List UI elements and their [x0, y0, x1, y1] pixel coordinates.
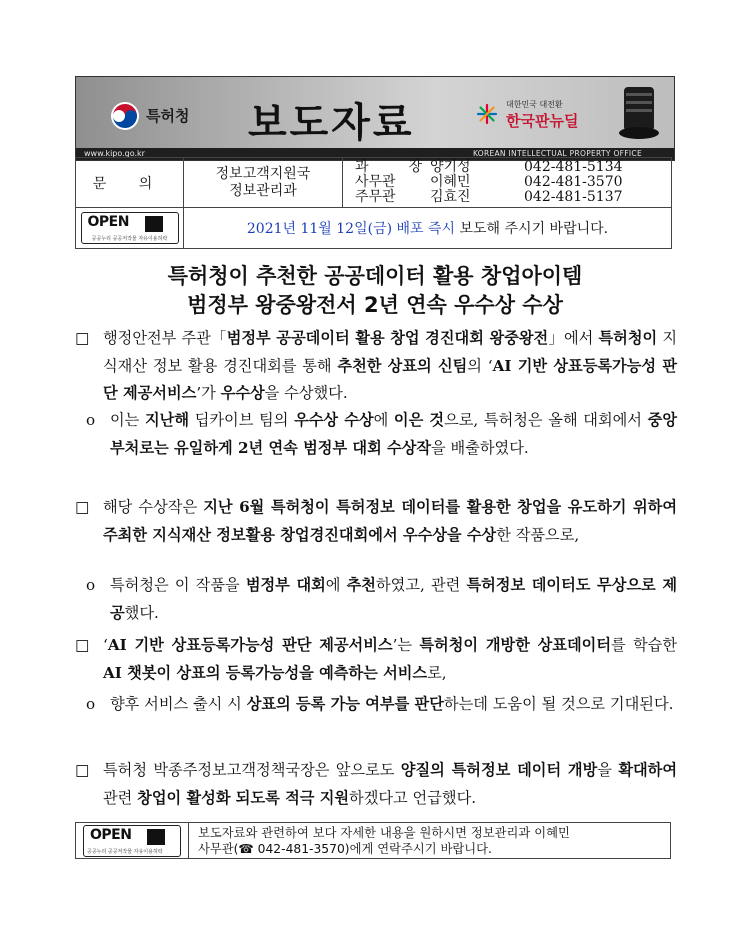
text-run: ’가 [196, 384, 221, 402]
text-run: 한 작품으로, [496, 525, 580, 544]
contact-person [343, 190, 671, 205]
open-attribution-icon [147, 829, 165, 845]
inquiry-footer [75, 822, 671, 859]
headline-line-2: 범정부 왕중왕전서 2년 연속 우수상 수상 [187, 293, 563, 317]
release-note: 보도해 주시기 바랍니다. [455, 221, 609, 237]
text-run: 에 [373, 411, 394, 429]
text-run: 우수상 수상 [294, 411, 374, 429]
square-bullet: □ [75, 498, 90, 516]
circle-bullet: ο [86, 411, 96, 429]
person-name: 김효진 [430, 189, 471, 205]
paragraph-5 [75, 632, 677, 687]
text-run: 하는데 도움이 될 것으로 기대된다. [443, 695, 674, 713]
text-run: 지식재산 정보 활용 경진대회를 통해 [103, 329, 677, 375]
text-run: AI 기반 상표등록가능성 판단 제공서비스 [103, 356, 677, 402]
text-run: 해당 수상작은 [103, 498, 204, 516]
department-line-1: 정보고객지원국 [215, 165, 311, 182]
text-run: 하겠다고 언급했다. [349, 788, 477, 807]
text-run: 하였고, 관련 [375, 576, 467, 594]
circle-bullet: ο [86, 576, 96, 594]
press-banner [75, 76, 675, 161]
text-run: 창업이 활성화 되도록 적극 지원 [137, 788, 350, 807]
new-deal-subtitle: 대한민국 대전환 [506, 100, 563, 109]
paragraph-4-text [86, 572, 677, 627]
footer-logo-area [76, 823, 189, 858]
text-run: 중앙 부처로는 유일하게 2년 연속 범정부 대회 수상작 [110, 411, 677, 457]
text-run: 우수상 [220, 384, 265, 402]
text-run: 추천한 상표의 신팀 [337, 356, 468, 375]
text-run: 특허청은 이 작품을 [110, 576, 246, 594]
open-license-badge [81, 212, 179, 244]
open-license-cell [76, 208, 184, 249]
text-run: 추천 [346, 576, 376, 594]
text-run: AI 기반 상표등록가능성 판단 제공서비스 [107, 636, 393, 654]
text-run: 으로, 특허청은 올해 대회에서 [444, 411, 648, 429]
text-run: 를 학습한 [611, 636, 678, 654]
kipo-taeguk-emblem-icon [110, 101, 140, 131]
text-run: 지난해 [145, 411, 190, 429]
person-name: 양기성 [430, 159, 471, 175]
release-date: 2021년 11월 12일(금) 배포 즉시 [246, 221, 456, 237]
new-deal-title: 한국판뉴딜 [506, 112, 579, 130]
person-role: 사무관 [355, 174, 396, 190]
text-run: 행정안전부 주관「 [103, 329, 227, 347]
square-bullet: □ [75, 329, 90, 347]
person-phone: 042-481-5134 [524, 159, 623, 175]
open-license-badge [83, 825, 181, 857]
text-run: 향후 서비스 출시 시 [110, 695, 247, 713]
footer-note [198, 825, 664, 857]
open-badge-text: OPEN [87, 214, 129, 230]
text-run: AI 챗봇이 상표의 등록가능성을 예측하는 서비스 [103, 663, 428, 682]
text-run: 을 수상했다. [264, 384, 348, 402]
paragraph-3-text [75, 494, 677, 549]
text-run: 딥카이브 팀의 [189, 411, 295, 429]
text-run: 이는 [110, 411, 146, 429]
paragraph-5-text [75, 632, 677, 687]
text-run: 특허정보 데이터도 무상으로 제공 [110, 576, 678, 622]
person-phone: 042-481-3570 [524, 174, 623, 190]
text-run: ‘ [103, 636, 108, 654]
text-run: 이은 것 [393, 411, 445, 429]
contact-label: 문 의 [76, 158, 184, 208]
text-run: 범정부 공공데이터 활용 창업 경진대회 왕중왕전 [226, 329, 549, 347]
paragraph-7 [75, 757, 677, 812]
text-run: 양질의 특허정보 데이터 개방 [400, 761, 598, 779]
contact-table [75, 157, 672, 249]
release-instruction [184, 208, 672, 249]
paragraph-2 [86, 407, 677, 462]
paragraph-7-text [75, 757, 677, 812]
open-badge-subtitle: 공공누리 공공저작물 자유이용허락 [91, 236, 168, 242]
text-run: 」에서 [548, 329, 599, 347]
text-run: 에 [325, 576, 347, 594]
text-run: 의 ‘ [467, 356, 493, 375]
department-line-2: 정보관리과 [229, 182, 297, 199]
agency-website: www.kipo.go.kr [84, 149, 145, 158]
paragraph-3 [75, 494, 677, 549]
contact-person [343, 160, 671, 175]
text-run: 상표의 등록 가능 여부를 판단 [246, 695, 444, 713]
paragraph-4 [86, 572, 677, 627]
contact-person [343, 175, 671, 190]
footer-note-line-2: 사무관(☎ 042-481-3570)에게 연락주시기 바랍니다. [198, 842, 492, 856]
paragraph-1-text [75, 325, 677, 408]
square-bullet: □ [75, 636, 90, 654]
square-bullet: □ [75, 761, 90, 779]
headline-line-1: 특허청이 추천한 공공데이터 활용 창업아이템 [167, 264, 583, 288]
person-role: 주무관 [355, 189, 396, 205]
text-run: ’는 [392, 636, 420, 654]
paragraph-2-text [86, 407, 677, 462]
open-attribution-icon [145, 216, 163, 232]
text-run: 을 배출하였다. [431, 438, 529, 457]
text-run: 특허청이 [598, 329, 658, 347]
contact-people [343, 158, 672, 208]
text-run: 지난 6월 특허청이 특허정보 데이터를 활용한 창업을 유도하기 위하여 주최한 지식재산 정보활용 창업경진대회에서 우수상을 수상 [103, 498, 677, 544]
agency-english-name: KOREAN INTELLECTUAL PROPERTY OFFICE [472, 149, 642, 158]
text-run: 특허청 박종주정보고객정책국장은 앞으로도 [103, 761, 401, 779]
paragraph-6-text [86, 691, 677, 719]
paragraph-6 [86, 691, 677, 719]
text-run: 했다. [124, 603, 159, 622]
text-run: 확대하여 [618, 761, 677, 779]
circle-bullet: ο [86, 695, 96, 713]
person-phone: 042-481-5137 [524, 189, 623, 205]
text-run: 특허청이 개방한 상표데이터 [419, 636, 611, 654]
open-badge-subtitle: 공공누리 공공저작물 자유이용허락 [87, 848, 163, 855]
contact-department [184, 158, 343, 208]
paragraph-1 [75, 325, 677, 408]
person-role: 과 장 [355, 159, 422, 175]
text-run: 을 [597, 761, 619, 779]
magnifier-lens-icon [616, 83, 662, 141]
press-release-title: 보도자료 [248, 100, 415, 146]
agency-name: 특허청 [146, 107, 190, 125]
text-run: 관련 [103, 788, 138, 807]
footer-note-line-1: 보도자료와 관련하여 보다 자세한 내용을 원하시면 정보관리과 이혜민 [198, 826, 570, 840]
text-run: 범정부 대회 [245, 576, 326, 594]
text-run: 로, [427, 663, 447, 682]
person-name: 이혜민 [430, 174, 471, 190]
korean-new-deal-logo-icon [476, 103, 498, 125]
headline [0, 262, 750, 320]
open-badge-text: OPEN [90, 826, 132, 843]
